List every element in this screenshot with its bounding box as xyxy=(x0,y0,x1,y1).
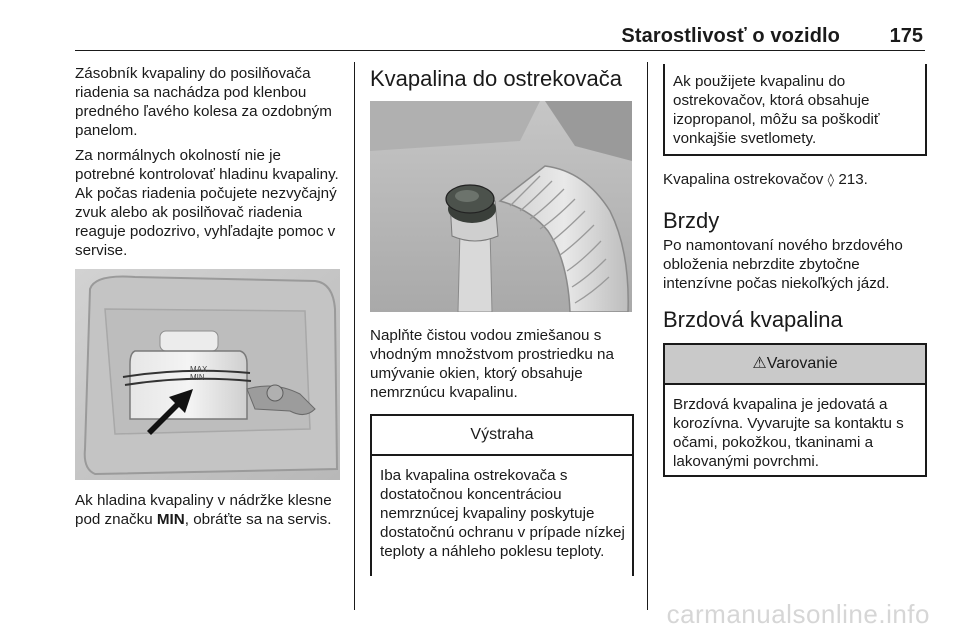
watermark: carmanualsonline.info xyxy=(666,599,930,629)
reservoir-illustration xyxy=(75,269,340,480)
column-1 xyxy=(75,64,345,535)
warning-body: Brzdová kvapalina je jedovatá a korozívna. Vyvarujte sa kontaktu s očami, pokožkou, tkaninami a lakovanými povrchmi. xyxy=(673,396,904,470)
section-heading-brakes: Brzdy xyxy=(663,208,720,233)
warning-box xyxy=(663,343,927,477)
caution-body: Iba kvapalina ostrekovača s dostatočnou koncentráciou nemrznúcej kvapaliny poskytuje dostatočnú ochranu v prípade nízkej teploty a náhleho poklesu teploty. xyxy=(380,467,625,560)
caution-title: Výstraha xyxy=(372,416,632,456)
paragraph: Ak hladina kvapaliny v nádržke klesne pod značku MIN, obráťte sa na servis. xyxy=(75,492,332,528)
section-heading: Kvapalina do ostrekovača xyxy=(370,66,622,91)
header-divider xyxy=(75,50,925,51)
paragraph: Zásobník kvapaliny do posilňovača riadenia sa nachádza pod klenbou predného ľavého kolesa za ozdobným panelom. xyxy=(75,65,332,139)
min-mark-label: MIN xyxy=(190,373,205,382)
max-mark-label: MAX xyxy=(190,365,208,374)
paragraph: Za normálnych okolností nie je potrebné kontrolovať hladinu kvapaliny. Ak počas riadenia počujete nezvyčajný zvuk alebo ak posilňovač riadenia reaguje podozrivo, vyhľadajte pomoc v servise. xyxy=(75,147,339,259)
warning-title: ⚠Varovanie xyxy=(665,345,925,385)
page-header xyxy=(0,0,960,52)
column-3 xyxy=(663,64,927,477)
caution-body: Ak použijete kvapalinu do ostrekovačov, ktorá obsahuje izopropanol, môžu sa poškodiť vonkajšie svetlomety. xyxy=(673,73,880,147)
caution-box xyxy=(370,414,634,576)
caution-box-continued xyxy=(663,64,927,156)
section-heading-brake-fluid: Brzdová kvapalina xyxy=(663,307,843,332)
cross-reference: Kvapalina ostrekovačov ◊ 213. xyxy=(663,171,868,188)
steering-fluid-reservoir-image xyxy=(75,269,340,480)
warning-icon: ⚠ xyxy=(752,355,767,372)
min-label: MIN xyxy=(156,511,185,528)
paragraph: Naplňte čistou vodou zmiešanou s vhodným množstvom prostriedku na umývanie okien, ktorý obsahuje nemrznúcu kvapalinu. xyxy=(370,327,614,401)
paragraph: Po namontovaní nového brzdového obloženia nebrzdite zbytočne intenzívne počas niekoľkých jázd. xyxy=(663,237,903,292)
section-title: Starostlivosť o vozidlo xyxy=(621,25,840,47)
washer-illustration xyxy=(370,101,632,312)
page-reference-icon: ◊ xyxy=(827,173,835,188)
page-number: 175 xyxy=(889,25,923,47)
column-2 xyxy=(370,64,634,576)
cap-icon xyxy=(446,185,496,223)
column-divider-2 xyxy=(647,62,648,610)
washer-fluid-reservoir-image xyxy=(370,101,632,312)
column-divider-1 xyxy=(354,62,355,610)
